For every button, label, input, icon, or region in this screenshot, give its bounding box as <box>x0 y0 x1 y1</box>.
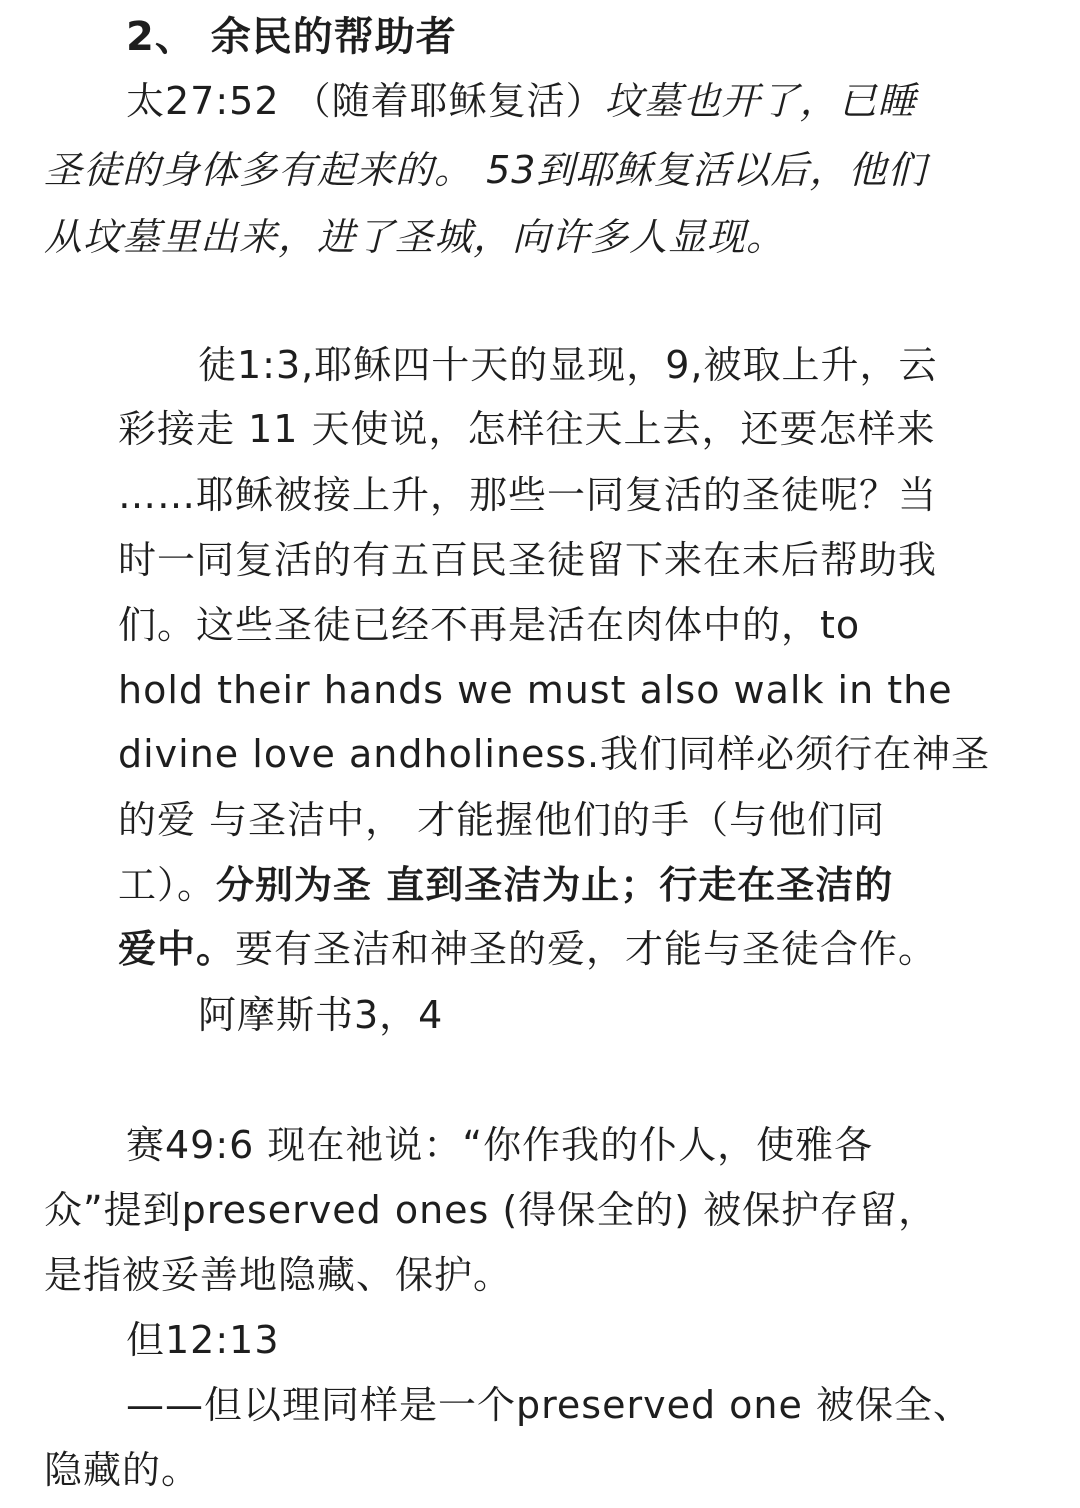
matthew-line-3: 从坟墓里出来，进了圣城，向许多人显现。 <box>44 215 786 259</box>
acts-line-9-bold: 分别为圣 直到圣洁为止；行走在圣洁的 <box>216 863 894 907</box>
amos-reference: 阿摩斯书3，4 <box>198 993 444 1037</box>
matthew-ref: 太27:52 （随着耶稣复活） <box>126 79 605 123</box>
acts-line-4: 时一同复活的有五百民圣徒留下来在末后帮助我 <box>118 538 938 582</box>
daniel-reference: 但12:13 <box>126 1318 280 1362</box>
acts-line-10-bold: 爱中。 <box>118 927 236 971</box>
acts-line-10-rest: 要有圣洁和神圣的爱，才能与圣徒合作。 <box>235 927 938 971</box>
matthew-line-2: 圣徒的身体多有起来的。 53到耶稣复活以后，他们 <box>44 148 927 192</box>
acts-line-6: hold their hands we must also walk in the <box>118 668 953 712</box>
daniel-line-1: ——但以理同样是一个preserved one 被保全、 <box>126 1383 972 1427</box>
isaiah-line-1: 赛49:6 现在祂说：“你作我的仆人，使雅各 <box>126 1123 874 1167</box>
matthew-line-1-italic: 坟墓也开了，已睡 <box>604 79 917 123</box>
acts-line-2: 彩接走 11 天使说，怎样往天上去，还要怎样来 <box>118 407 936 451</box>
acts-line-7: divine love andholiness.我们同样必须行在神圣 <box>118 732 991 776</box>
isaiah-line-2: 众”提到preserved ones (得保全的) 被保护存留， <box>44 1188 938 1232</box>
acts-line-5: 们。这些圣徒已经不再是活在肉体中的，to <box>118 603 861 647</box>
acts-line-9-start: 工）。 <box>118 863 217 907</box>
acts-line-1: 徒1:3,耶稣四十天的显现，9,被取上升，云 <box>198 343 938 387</box>
daniel-line-2: 隐藏的。 <box>44 1448 201 1492</box>
acts-line-9 <box>118 860 893 910</box>
isaiah-line-3: 是指被妥善地隐藏、保护。 <box>44 1253 513 1297</box>
matthew-line-1 <box>126 76 1038 126</box>
acts-line-3: ……耶稣被接上升，那些一同复活的圣徒呢？当 <box>118 473 938 517</box>
acts-line-8: 的爱 与圣洁中， 才能握他们的手（与他们同 <box>118 798 886 842</box>
acts-line-10 <box>118 924 937 974</box>
section-heading: 2、 余民的帮助者 <box>126 14 457 60</box>
